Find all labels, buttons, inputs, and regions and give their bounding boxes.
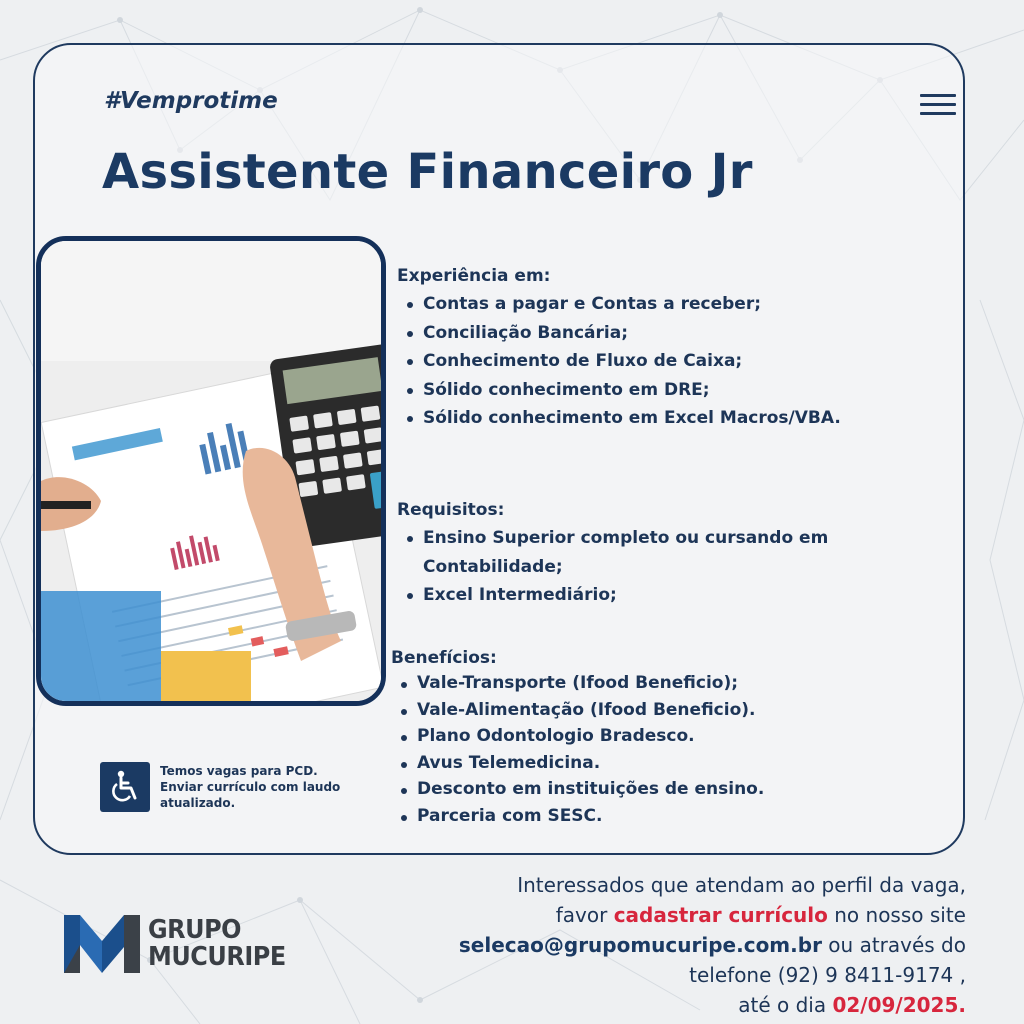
list-item: Avus Telemedicina. (391, 750, 911, 777)
wheelchair-icon (100, 762, 150, 812)
benefits-section (391, 648, 911, 829)
list-item: Vale-Transporte (Ifood Beneficio); (391, 670, 911, 697)
list-item: Vale-Alimentação (Ifood Beneficio). (391, 697, 911, 724)
cta-text: no nosso site (827, 903, 966, 927)
pcd-line: Temos vagas para PCD. (160, 764, 318, 778)
pcd-line: atualizado. (160, 796, 236, 810)
requirements-section (397, 500, 917, 610)
cta-line: Interessados que atendam ao perfil da vaga, (517, 873, 966, 897)
list-item: Plano Odontologio Bradesco. (391, 723, 911, 750)
cta-text: até o dia (738, 993, 833, 1017)
call-to-action (406, 870, 966, 1020)
list-item: Ensino Superior completo ou cursando em Contabilidade; (397, 524, 887, 581)
list-item: Sólido conhecimento em DRE; (397, 376, 937, 405)
list-item: Contas a pagar e Contas a receber; (397, 290, 937, 319)
email-link[interactable]: selecao@grupomucuripe.com.br (458, 933, 822, 957)
cta-text: ou através do (821, 933, 966, 957)
menu-icon[interactable] (920, 94, 956, 120)
pcd-line: Enviar currículo com laudo (160, 780, 341, 794)
deadline-date: 02/09/2025. (832, 993, 966, 1017)
list-item: Excel Intermediário; (397, 581, 917, 610)
experience-section (397, 266, 937, 433)
list-item: Sólido conhecimento em Excel Macros/VBA. (397, 404, 937, 433)
benefits-heading: Benefícios: (391, 648, 497, 668)
register-cv-highlight: cadastrar currículo (613, 903, 828, 927)
logo-line: GRUPO (148, 915, 242, 945)
requirements-heading: Requisitos: (397, 500, 505, 520)
phone-line: telefone (92) 9 8411-9174 , (689, 963, 966, 987)
page-title: Assistente Financeiro Jr (102, 144, 753, 200)
pcd-notice (100, 762, 350, 812)
finance-photo (36, 236, 386, 706)
list-item: Conciliação Bancária; (397, 319, 937, 348)
hashtag: #Vemprotime (104, 88, 278, 114)
logo-line: MUCURIPE (148, 942, 286, 972)
company-logo (64, 915, 298, 973)
list-item: Conhecimento de Fluxo de Caixa; (397, 347, 937, 376)
cta-text: favor (555, 903, 614, 927)
list-item: Parceria com SESC. (391, 803, 911, 830)
experience-heading: Experiência em: (397, 266, 551, 286)
logo-mark-icon (64, 915, 142, 973)
list-item: Desconto em instituições de ensino. (391, 776, 911, 803)
